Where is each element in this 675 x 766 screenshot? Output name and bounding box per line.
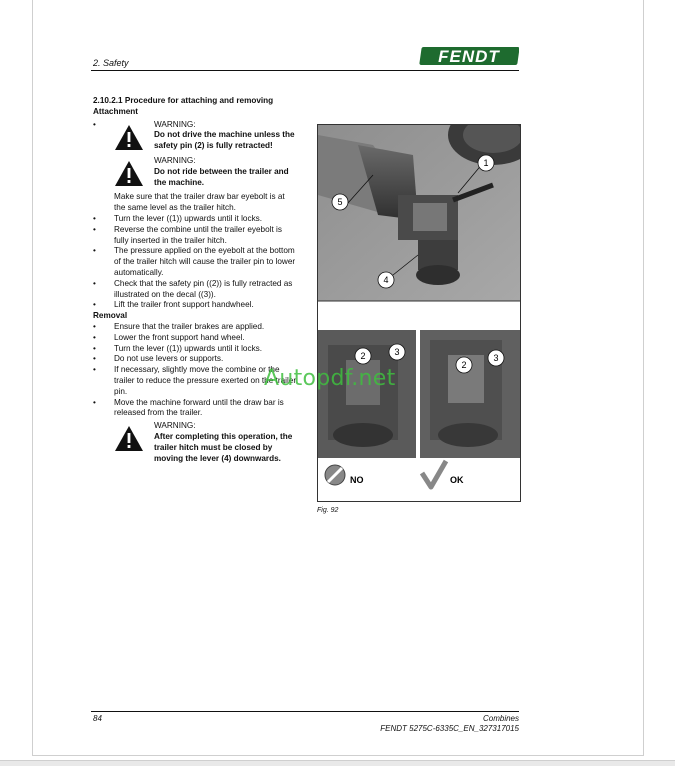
footer-rule [91, 711, 519, 712]
callout-2-left [355, 348, 371, 364]
list-item: • Ensure that the trailer brakes are applied. [93, 321, 265, 331]
procedure-text [93, 96, 298, 468]
next-page-edge [0, 760, 675, 766]
callout-3-left [389, 344, 405, 360]
list-item: • Turn the lever ((1)) upwards until it locks. [93, 213, 263, 223]
list-item: • If necessary, slightly move the combine or the trailer to reduce the pressure exerted on the trailer pin. [93, 365, 297, 396]
svg-text:3: 3 [394, 347, 400, 357]
ok-label: OK [450, 475, 464, 485]
page-number: 84 [93, 714, 102, 723]
warning-triangle-icon [114, 160, 144, 187]
warning-title: WARNING: [154, 421, 196, 431]
figure-92 [317, 124, 521, 502]
svg-text:2: 2 [360, 351, 366, 361]
svg-text:2: 2 [461, 360, 467, 370]
warning-body: Do not drive the machine unless the safety pin (2) is fully retracted! [154, 130, 295, 151]
footer-document-info [380, 714, 519, 734]
callout-2-right [456, 357, 472, 373]
figure-caption: Fig. 92 [317, 507, 339, 514]
list-item: • Check that the safety pin ((2)) is fully retracted as illustrated on the decal ((3)). [93, 278, 293, 299]
warning-block [114, 421, 298, 464]
attachment-steps [93, 214, 298, 311]
check-paragraph: Make sure that the trailer draw bar eyebolt is at the same level as the trailer hitch. [114, 192, 285, 213]
svg-text:5: 5 [337, 197, 343, 207]
header-rule [91, 70, 519, 71]
warning-block [114, 156, 298, 188]
footer-product: Combines [482, 714, 519, 723]
svg-text:4: 4 [383, 275, 389, 285]
attachment-title: Attachment [93, 106, 139, 116]
no-icon [325, 465, 345, 485]
list-item: • Lower the front support hand wheel. [93, 332, 245, 342]
list-item: • The pressure applied on the eyebolt at the bottom of the trailer hitch will cause the trailer pin to lower automatically. [93, 246, 296, 277]
svg-text:1: 1 [483, 158, 489, 168]
list-item: • Reverse the combine until the trailer eyebolt is fully inserted in the trailer hitch. [93, 224, 282, 245]
list-item: • Turn the lever ((1)) upwards until it locks. [93, 343, 263, 353]
hitch-photo-illustration [318, 125, 520, 501]
warning-body: After completing this operation, the trailer hitch must be closed by moving the lever (4) downwards. [154, 431, 293, 463]
warning-triangle-icon [114, 425, 144, 452]
removal-title: Removal [93, 311, 128, 321]
svg-text:FENDT: FENDT [438, 47, 500, 66]
warning-title: WARNING: [154, 155, 196, 165]
svg-text:3: 3 [493, 353, 499, 363]
attachment-warning-list [93, 120, 298, 152]
fendt-logo [419, 45, 519, 67]
warning-triangle-icon [114, 124, 144, 151]
warning-block [114, 120, 298, 152]
list-item: • Move the machine forward until the draw bar is released from the trailer. [93, 397, 284, 418]
warning-body: Do not ride between the trailer and the machine. [154, 166, 289, 187]
watermark-text: Autopdf.net [264, 366, 396, 391]
no-label: NO [350, 475, 364, 485]
list-item: • WARNING: Do not drive the machine unless the safety pin (2) is fully retracted! [93, 120, 298, 152]
list-item: • Do not use levers or supports. [93, 354, 224, 364]
callout-3-right [488, 350, 504, 366]
procedure-heading: 2.10.2.1 Procedure for attaching and removing [93, 96, 274, 105]
warning-title: WARNING: [154, 119, 196, 129]
footer-doc-id: FENDT 5275C-6335C_EN_327317015 [380, 724, 519, 733]
section-title: 2. Safety [93, 58, 129, 68]
list-item: • Lift the trailer front support handwheel. [93, 300, 254, 310]
